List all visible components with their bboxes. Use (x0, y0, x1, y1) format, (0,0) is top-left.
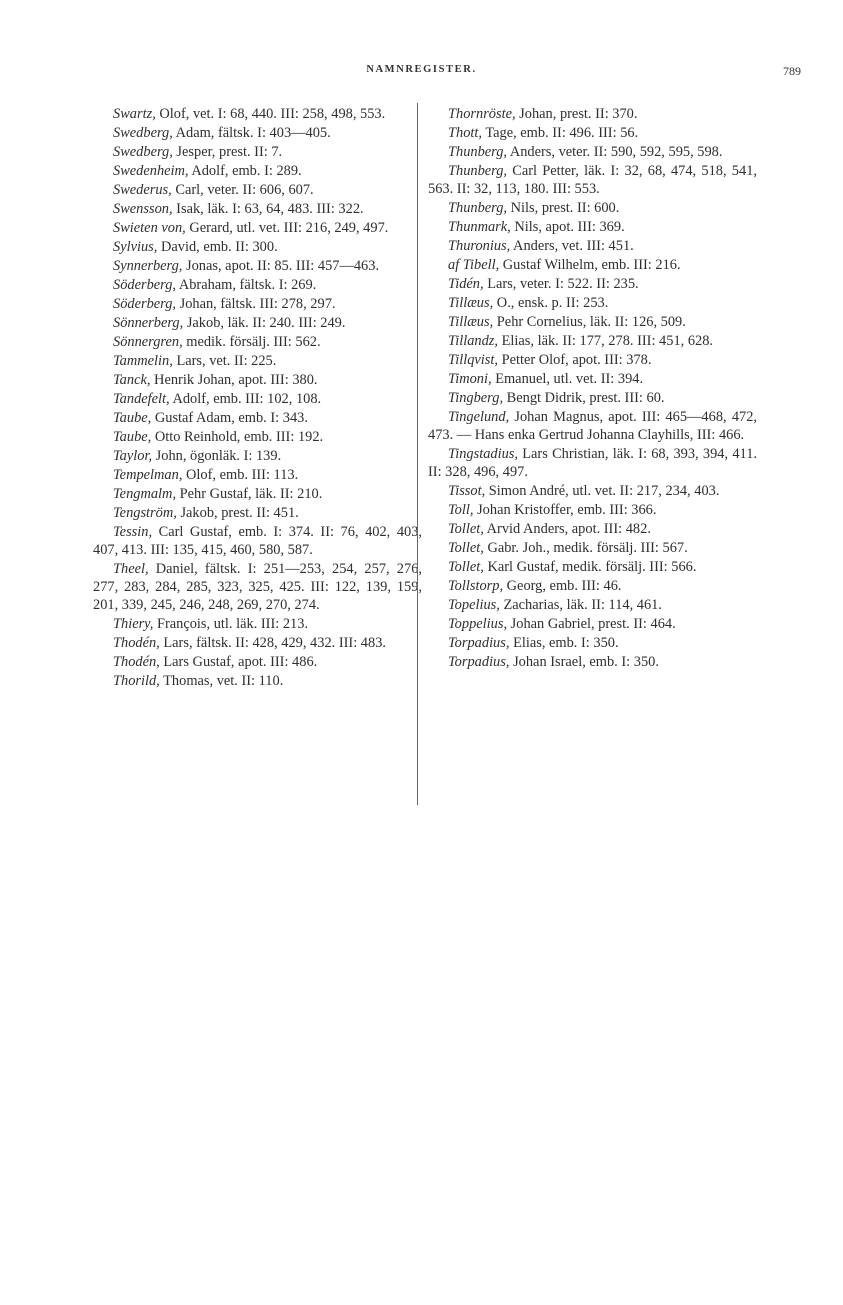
entry-details: Jakob, prest. II: 451. (176, 505, 299, 521)
entry-details: Carl Petter, läk. I: 32, 68, 474, 518, 541, 563. II: 32, 113, 180. III: 553. (428, 163, 757, 197)
entry-details: Johan, fältsk. III: 278, 297. (176, 296, 336, 312)
entry-name: Tammelin, (113, 353, 173, 369)
entry-name: Thunmark, (448, 219, 511, 235)
index-entry (93, 615, 422, 633)
index-entry (93, 672, 422, 690)
entry-details: Carl Gustaf, emb. I: 374. II: 76, 402, 403, 407, 413. III: 135, 415, 460, 580, 587. (93, 524, 422, 558)
entry-name: Topelius, (448, 597, 500, 613)
entry-name: Taube, (113, 410, 152, 426)
entry-details: Pehr Cornelius, läk. II: 126, 509. (493, 314, 686, 330)
entry-name: Swedberg, (113, 125, 173, 141)
entry-name: Tillæus, (448, 295, 494, 311)
entry-details: Henrik Johan, apot. III: 380. (150, 372, 318, 388)
entry-details: Lars, veter. I: 522. II: 235. (483, 276, 639, 292)
index-column-left (93, 105, 422, 691)
index-entry (93, 314, 422, 332)
index-entry (93, 447, 422, 465)
entry-details: Arvid Anders, apot. III: 482. (483, 521, 651, 537)
entry-details: Gabr. Joh., medik. försälj. III: 567. (483, 540, 688, 556)
column-divider (417, 103, 418, 805)
entry-name: Tengström, (113, 505, 177, 521)
index-entry (93, 371, 422, 389)
entry-name: Tissot, (448, 483, 486, 499)
index-entry (93, 653, 422, 671)
entry-name: Tollet, (448, 540, 484, 556)
entry-details: Jakob, läk. II: 240. III: 249. (183, 315, 346, 331)
entry-name: Swensson, (113, 201, 173, 217)
running-head-title: NAMNREGISTER. (366, 64, 477, 75)
index-entry (428, 408, 757, 444)
entry-details: Petter Olof, apot. III: 378. (497, 352, 652, 368)
entry-details: Karl Gustaf, medik. försälj. III: 566. (483, 559, 697, 575)
index-entry (428, 615, 757, 633)
index-entry (428, 313, 757, 331)
entry-details: Pehr Gustaf, läk. II: 210. (176, 486, 323, 502)
entry-name: Swartz, (113, 106, 156, 122)
index-entry (428, 162, 757, 198)
index-entry (428, 634, 757, 652)
entry-name: Swedenheim, (113, 163, 189, 179)
entry-name: Toll, (448, 502, 474, 518)
index-entry (93, 523, 422, 559)
entry-details: Johan Israel, emb. I: 350. (509, 654, 659, 670)
index-entry (93, 181, 422, 199)
entry-name: Tillæus, (448, 314, 494, 330)
page-number: 789 (783, 64, 801, 78)
index-entry (93, 466, 422, 484)
entry-details: Anders, veter. II: 590, 592, 595, 598. (507, 144, 723, 160)
entry-name: Swedberg, (113, 144, 173, 160)
entry-details: Bengt Didrik, prest. III: 60. (503, 390, 665, 406)
entry-name: Thodén, (113, 654, 160, 670)
entry-name: Tidén, (448, 276, 484, 292)
entry-name: Tengmalm, (113, 486, 177, 502)
index-entry (428, 558, 757, 576)
entry-name: Tillandz, (448, 333, 498, 349)
entry-name: Theel, (113, 561, 149, 577)
entry-details: Nils, apot. III: 369. (510, 219, 625, 235)
entry-name: Tandefelt, (113, 391, 170, 407)
entry-details: Lars Gustaf, apot. III: 486. (159, 654, 318, 670)
index-entry (93, 504, 422, 522)
entry-name: Tanck, (113, 372, 151, 388)
entry-details: Daniel, fältsk. I: 251—253, 254, 257, 276, 277, 283, 284, 285, 323, 325, 425. III: 122, 139, 159, 201, 339, 245, 246, 248, 269, 270, 274. (93, 561, 422, 613)
entry-name: Torpadius, (448, 654, 510, 670)
entry-name: Sönnerberg, (113, 315, 184, 331)
entry-name: Taylor, (113, 448, 153, 464)
entry-name: Swieten von, (113, 220, 186, 236)
entry-details: Johan Kristoffer, emb. III: 366. (473, 502, 657, 518)
entry-name: Tollet, (448, 559, 484, 575)
index-entry (428, 199, 757, 217)
entry-details: Johan Magnus, apot. III: 465—468, 472, 473. — Hans enka Gertrud Johanna Clayhills, III: 466. (428, 409, 757, 443)
entry-details: Elias, läk. II: 177, 278. III: 451, 628. (498, 333, 714, 349)
entry-details: Gustaf Wilhelm, emb. III: 216. (499, 257, 681, 273)
entry-name: Thiery, (113, 616, 154, 632)
index-entry (428, 445, 757, 481)
entry-name: Söderberg, (113, 296, 177, 312)
entry-details: Thomas, vet. II: 110. (159, 673, 284, 689)
index-entry (428, 653, 757, 671)
index-entry (428, 501, 757, 519)
index-entry (93, 634, 422, 652)
entry-details: Olof, emb. III: 113. (182, 467, 299, 483)
entry-details: Georg, emb. III: 46. (503, 578, 622, 594)
entry-details: medik. försälj. III: 562. (182, 334, 321, 350)
index-entry (93, 352, 422, 370)
index-entry (428, 596, 757, 614)
entry-name: Toppelius, (448, 616, 508, 632)
entry-name: Tingelund, (448, 409, 510, 425)
index-entry (428, 237, 757, 255)
index-entry (428, 218, 757, 236)
entry-details: Anders, vet. III: 451. (510, 238, 634, 254)
entry-name: Tempelman, (113, 467, 183, 483)
index-entry (93, 238, 422, 256)
entry-name: Swederus, (113, 182, 172, 198)
entry-name: Thuronius, (448, 238, 511, 254)
entry-name: Sylvius, (113, 239, 158, 255)
entry-name: Synnerberg, (113, 258, 183, 274)
index-entry (93, 409, 422, 427)
index-entry (428, 105, 757, 123)
entry-name: Timoni, (448, 371, 492, 387)
entry-details: Otto Reinhold, emb. III: 192. (151, 429, 324, 445)
entry-details: Adolf, emb. III: 102, 108. (169, 391, 322, 407)
index-entry (93, 485, 422, 503)
entry-details: François, utl. läk. III: 213. (153, 616, 309, 632)
index-entry (428, 124, 757, 142)
entry-name: Tessin, (113, 524, 153, 540)
index-entry (428, 577, 757, 595)
entry-details: John, ögonläk. I: 139. (152, 448, 282, 464)
entry-details: Isak, läk. I: 63, 64, 483. III: 322. (172, 201, 364, 217)
index-entry (428, 256, 757, 274)
entry-name: Thorild, (113, 673, 160, 689)
entry-details: Adolf, emb. I: 289. (188, 163, 302, 179)
entry-details: Jonas, apot. II: 85. III: 457—463. (182, 258, 380, 274)
entry-details: Zacharias, läk. II: 114, 461. (499, 597, 662, 613)
entry-details: Johan Gabriel, prest. II: 464. (507, 616, 676, 632)
index-entry (93, 162, 422, 180)
entry-details: David, emb. II: 300. (157, 239, 278, 255)
index-entry (93, 257, 422, 275)
index-entry (428, 539, 757, 557)
entry-details: Simon André, utl. vet. II: 217, 234, 403. (485, 483, 720, 499)
entry-name: Thott, (448, 125, 482, 141)
index-entry (428, 482, 757, 500)
entry-details: Lars, vet. II: 225. (172, 353, 277, 369)
index-entry (93, 333, 422, 351)
entry-name: Söderberg, (113, 277, 177, 293)
entry-details: Carl, veter. II: 606, 607. (171, 182, 314, 198)
entry-name: Thunberg, (448, 200, 508, 216)
index-entry (93, 276, 422, 294)
entry-name: Tollet, (448, 521, 484, 537)
entry-details: Elias, emb. I: 350. (509, 635, 619, 651)
entry-details: Emanuel, utl. vet. II: 394. (491, 371, 644, 387)
index-entry (428, 143, 757, 161)
index-entry (428, 370, 757, 388)
index-entry (93, 143, 422, 161)
entry-details: Tage, emb. II: 496. III: 56. (482, 125, 639, 141)
entry-details: Gerard, utl. vet. III: 216, 249, 497. (185, 220, 389, 236)
index-entry (93, 219, 422, 237)
entry-name: Tillqvist, (448, 352, 498, 368)
entry-details: Lars, fältsk. II: 428, 429, 432. III: 483. (159, 635, 386, 651)
entry-details: Jesper, prest. II: 7. (172, 144, 283, 160)
entry-name: Sönnergren, (113, 334, 183, 350)
entry-name: Torpadius, (448, 635, 510, 651)
entry-details: O., ensk. p. II: 253. (493, 295, 609, 311)
index-entry (93, 560, 422, 614)
entry-name: Thodén, (113, 635, 160, 651)
index-entry (93, 200, 422, 218)
entry-details: Adam, fältsk. I: 403—405. (172, 125, 331, 141)
entry-name: Thunberg, (448, 144, 508, 160)
entry-name: Taube, (113, 429, 152, 445)
running-head (0, 64, 843, 84)
index-entry (428, 520, 757, 538)
index-entry (93, 295, 422, 313)
index-entry (428, 275, 757, 293)
entry-name: af Tibell, (448, 257, 500, 273)
index-entry (428, 389, 757, 407)
index-entry (93, 105, 422, 123)
entry-details: Abraham, fältsk. I: 269. (176, 277, 317, 293)
entry-details: Nils, prest. II: 600. (507, 200, 620, 216)
entry-details: Gustaf Adam, emb. I: 343. (151, 410, 308, 426)
index-entry (428, 332, 757, 350)
entry-details: Johan, prest. II: 370. (515, 106, 638, 122)
entry-details: Olof, vet. I: 68, 440. III: 258, 498, 553. (155, 106, 386, 122)
entry-name: Tingstadius, (448, 446, 518, 462)
entry-name: Tollstorp, (448, 578, 504, 594)
entry-details: Lars Christian, läk. I: 68, 393, 394, 411. II: 328, 496, 497. (428, 446, 757, 480)
index-entry (93, 390, 422, 408)
index-column-right (428, 105, 757, 672)
index-entry (93, 124, 422, 142)
entry-name: Thornröste, (448, 106, 516, 122)
entry-name: Thunberg, (448, 163, 508, 179)
index-entry (428, 351, 757, 369)
index-entry (428, 294, 757, 312)
index-entry (93, 428, 422, 446)
entry-name: Tingberg, (448, 390, 504, 406)
